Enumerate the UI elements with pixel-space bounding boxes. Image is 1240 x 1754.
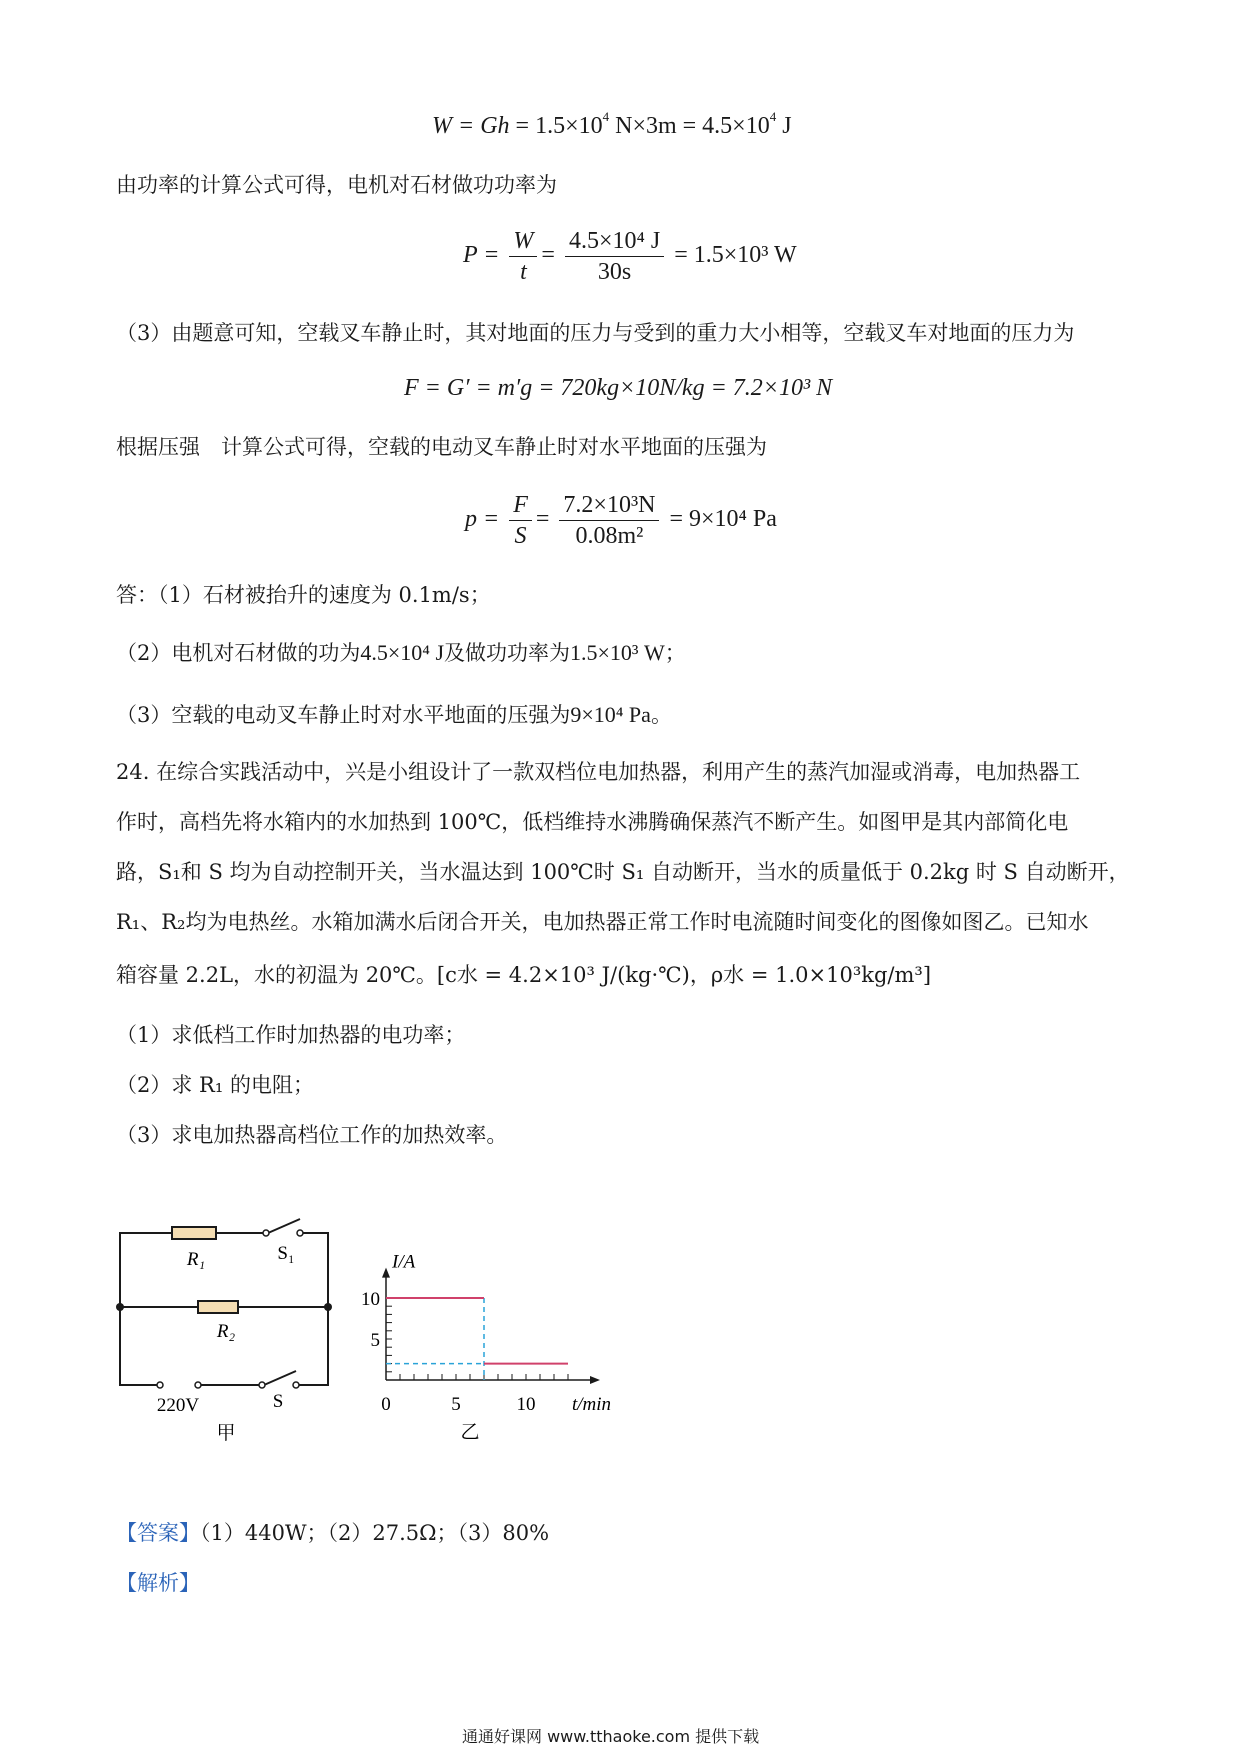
answer-row (116, 1518, 549, 1548)
switch-s1-contact (263, 1230, 269, 1236)
equation-pressure: p = $\frac{F}{S}$ = $\frac{\text{7.2×10³N}}{\text{0.08m²}}$ = 9×10⁴ Pa (465, 492, 777, 549)
x-tick-label: 5 (451, 1394, 461, 1415)
terminal-left (157, 1382, 163, 1388)
equation-force: F = G′ = m′g = 720kg×10N/kg = 7.2×10³ N (404, 375, 833, 401)
chart-caption: 乙 (460, 1422, 480, 1440)
footer-source: 通通好课网 www.tthaoke.com 提供下载 (462, 1727, 760, 1746)
switch-s-contact (259, 1382, 265, 1388)
analysis-label: 【解析】 (116, 1571, 200, 1595)
q24-line-3: 路，S₁和 S 均为自动控制开关，当水温达到 100℃时 S₁ 自动断开，当水的质量低于 0.2kg 时 S 自动断开， (116, 860, 1130, 884)
circuit-diagram (110, 1195, 340, 1445)
q24-line-1: 24. 在综合实践活动中，兴是小组设计了一款双档位电加热器，利用产生的蒸汽加湿或消毒，电加热器工 (116, 760, 1081, 784)
label-r2: R₂ (216, 1321, 236, 1342)
label-r1: R₁ (186, 1249, 206, 1270)
answer-label: 【答案】 (116, 1521, 200, 1545)
y-tick-label: 10 (361, 1289, 380, 1310)
current-time-chart (350, 1165, 630, 1440)
text-part3: （3）由题意可知，空载叉车静止时，其对地面的压力与受到的重力大小相等，空载叉车对地面的压力为 (116, 321, 1075, 345)
circuit-caption: 甲 (216, 1423, 236, 1444)
y-tick-label: 5 (370, 1330, 380, 1351)
label-s1: S₁ (277, 1243, 295, 1264)
q24-sub-1: （1）求低档工作时加热器的电功率； (116, 1023, 466, 1047)
q24-line-4: R₁、R₂均为电热丝。水箱加满水后闭合开关，电加热器正常工作时电流随时间变化的图像如图乙。已知水 (116, 910, 1089, 934)
terminal-right (195, 1382, 201, 1388)
y-axis-arrow (382, 1268, 390, 1278)
junction-right (324, 1303, 332, 1311)
x-tick-label: 0 (381, 1394, 391, 1415)
x-axis-arrow (590, 1376, 600, 1384)
x-axis-label: t/min (572, 1394, 612, 1415)
answer-line-1: 答：（1）石材被抬升的速度为 0.1m/s； (116, 583, 491, 607)
q24-line-5: 箱容量 2.2L，水的初温为 20℃。[c水 = 4.2×10³ J/(kg·℃)，ρ水 = 1.0×10³kg/m³] (116, 963, 932, 987)
y-axis-label: I/A (392, 1251, 416, 1273)
equation-power: P = $\frac{W}{t}$ = $\frac{\text{4.5×10⁴ J}}{30s}$ = 1.5×10³ W (463, 228, 797, 285)
text-power-intro: 由功率的计算公式可得，电机对石材做功功率为 (116, 173, 557, 197)
label-voltage: 220V (156, 1395, 200, 1416)
answer-line-2: （2）电机对石材做的功为4.5×10⁴ J及做功功率为1.5×10³ W； (116, 640, 686, 665)
q24-line-2: 作时，高档先将水箱内的水加热到 100℃，低档维持水沸腾确保蒸汽不断产生。如图甲是其内部简化电 (116, 810, 1069, 834)
answer-text: （1）440W；（2）27.5Ω；（3）80% (200, 1521, 550, 1545)
equation-work: $W = Gh = 1.5\times 10^4$ $N\times 3m = 4.5\times 10^4$ J (432, 109, 792, 139)
q24-sub-2: （2）求 R₁ 的电阻； (116, 1073, 314, 1097)
answer-line-3: （3）空载的电动叉车静止时对水平地面的压强为9×10⁴ Pa。 (116, 702, 672, 727)
text-pressure-intro: 根据压强 计算公式可得，空载的电动叉车静止时对水平地面的压强为 (116, 435, 767, 459)
junction-left (116, 1303, 124, 1311)
q24-sub-3: （3）求电加热器高档位工作的加热效率。 (116, 1123, 508, 1147)
x-tick-label: 10 (516, 1394, 536, 1415)
label-s: S (272, 1391, 284, 1412)
